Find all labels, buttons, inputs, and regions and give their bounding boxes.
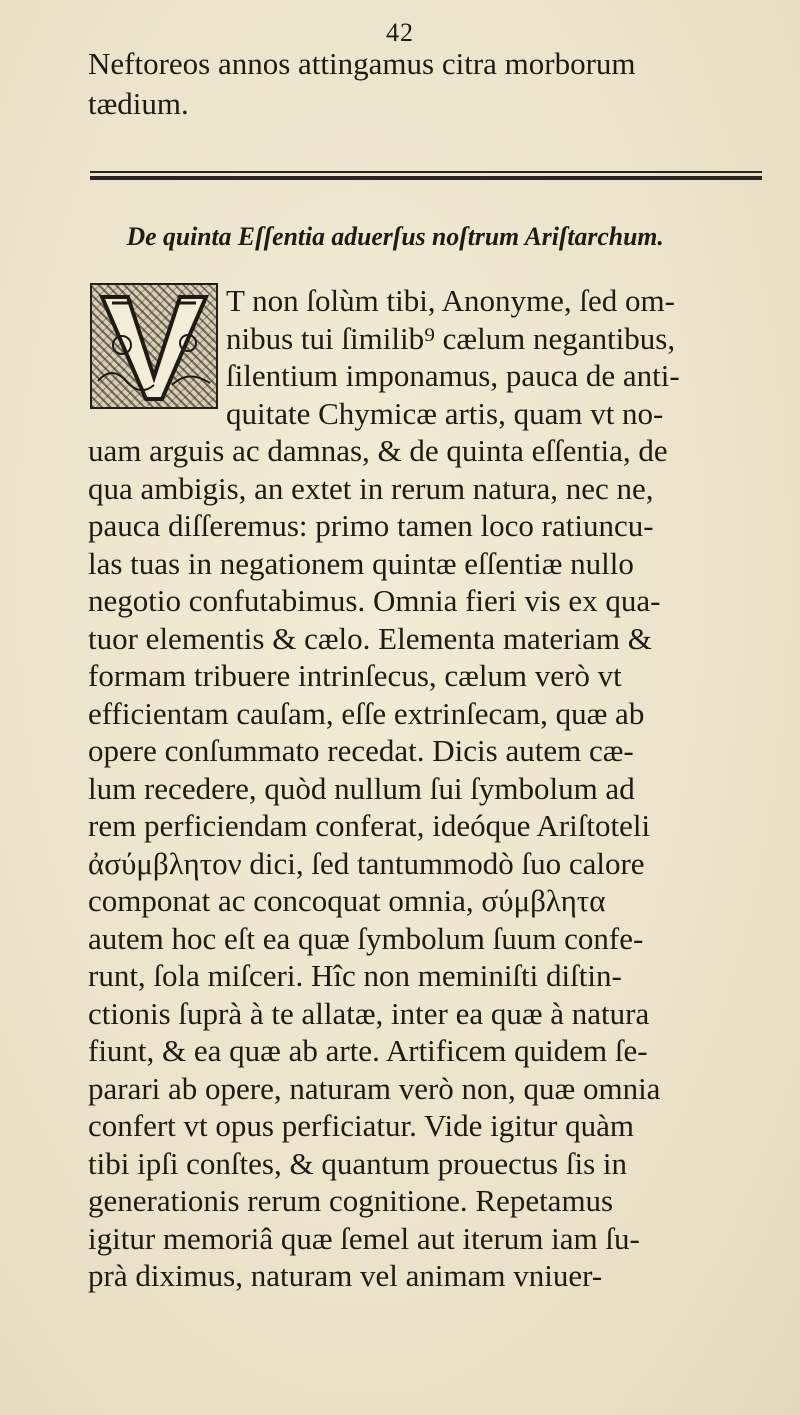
text-line-20: ctionis ſuprà à te allatæ, inter ea quæ à natura [88,996,650,1031]
section-divider-thick [90,176,762,180]
text-line-26: igitur memoriâ quæ ſemel aut iterum iam ſu- [88,1221,640,1256]
text-line-9: negotio confutabimus. Omnia fieri vis ex qua- [88,583,661,618]
text-line-14: lum recedere, quòd nullum ſui ſymbolum ad [88,771,635,806]
text-line-23: confert vt opus perficiatur. Vide igitur quàm [88,1108,634,1143]
text-line-21: fiunt, & ea quæ ab arte. Artificem quidem ſe- [88,1033,648,1068]
text-line-5: uam arguis ac damnas, & de quinta eſſentia, de [88,433,668,468]
section-divider-thin [90,171,762,173]
text-line-7: pauca diſſeremus: primo tamen loco ratiuncu- [88,508,654,543]
text-line-1: T non ſolùm tibi, Anonyme, ſed om- [226,283,675,318]
text-line-11: formam tribuere intrinſecus, cælum verò vt [88,658,622,693]
text-line-2: nibus tui ſimilib⁹ cælum negantibus, [226,321,676,356]
text-line-15: rem perficiendam conferat, ideóque Ariſtoteli [88,808,651,843]
text-line-10: tuor elementis & cælo. Elementa materiam & [88,621,652,656]
text-line-12: efficientam cauſam, eſſe extrinſecam, quæ ab [88,696,645,731]
decorated-initial-v [90,283,218,409]
text-line-17: componat ac concoquat omnia, σύμβλητα [88,883,606,918]
text-line-19: runt, ſola miſceri. Hîc non meminiſti diſtin- [88,958,622,993]
section-heading: De quinta Eſſentia aduerſus noſtrum Ariſtarchum. [126,222,664,251]
page-number: 42 [386,18,414,47]
text-line-16: ἀσύμβλητον dici, ſed tantummodò ſuo calore [88,846,645,881]
text-line-8: las tuas in negationem quintæ eſſentiæ nullo [88,546,634,581]
text-line-6: qua ambigis, an extet in rerum natura, nec ne, [88,471,654,506]
text-line-4: quitate Chymicæ artis, quam vt no- [226,396,664,431]
ornament-initial-icon [92,285,216,407]
text-line-3: ſilentium imponamus, pauca de anti- [226,358,680,393]
continuation-line-1: Neftoreos annos attingamus citra morborum [88,46,636,81]
text-line-25: generationis rerum cognitione. Repetamus [88,1183,614,1218]
continuation-line-2: tædium. [88,86,189,121]
text-line-27: prà diximus, naturam vel animam vniuer- [88,1258,603,1293]
text-line-13: opere conſummato recedat. Dicis autem cæ- [88,733,634,768]
text-line-22: parari ab opere, naturam verò non, quæ omnia [88,1071,661,1106]
text-line-24: tibi ipſi conſtes, & quantum prouectus ſis in [88,1146,628,1181]
text-line-18: autem hoc eſt ea quæ ſymbolum ſuum confe- [88,921,644,956]
